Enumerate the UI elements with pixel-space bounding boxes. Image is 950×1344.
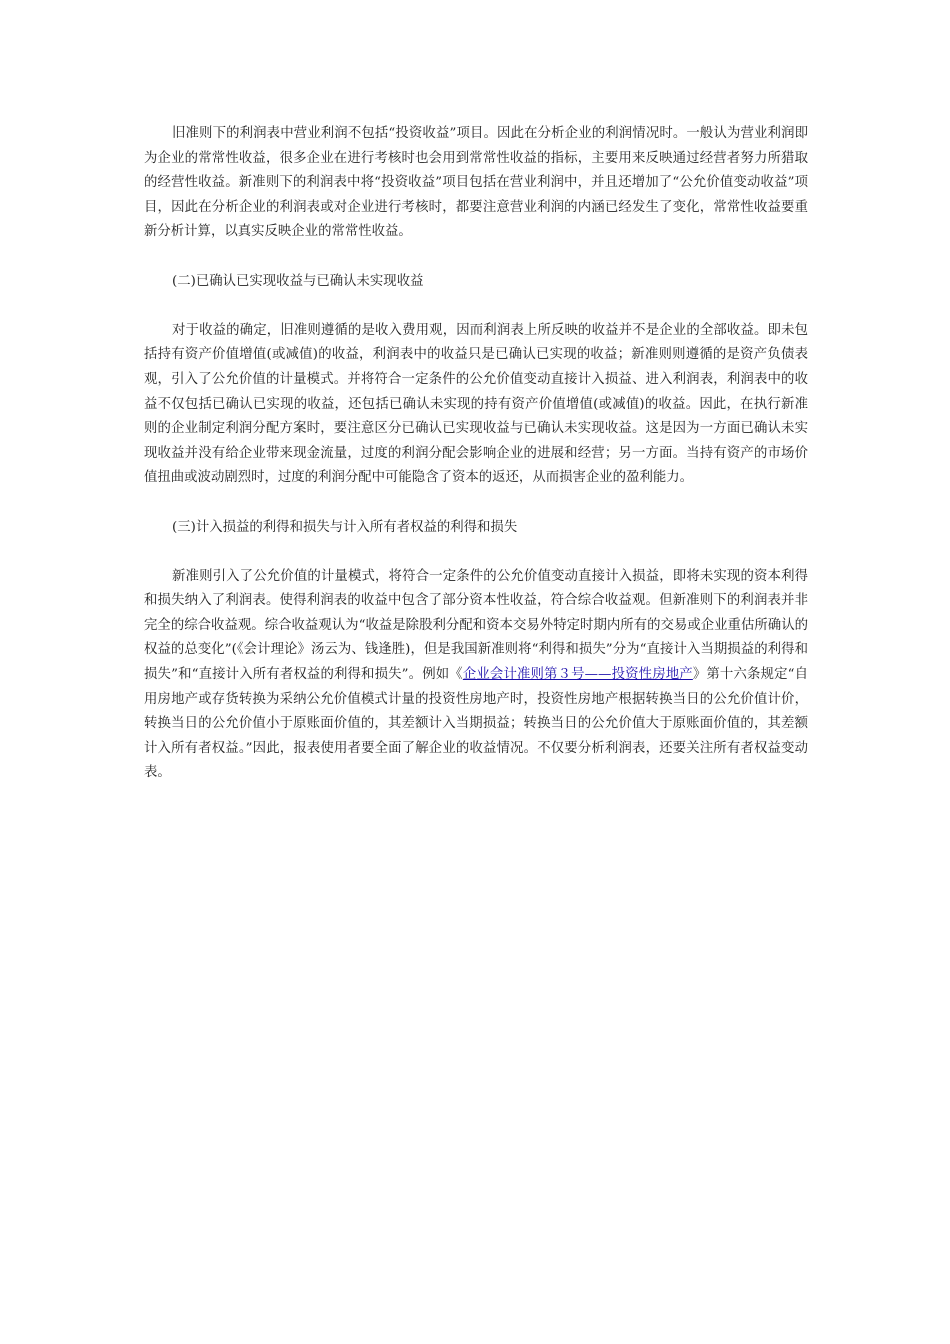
paragraph-realized-unrealized: 对于收益的确定，旧准则遵循的是收入费用观，因而利润表上所反映的收益并不是企业的全部收益。即未包括持有资产价值增值(或减值)的收益，利润表中的收益只是已确认已实现的收益；新准则则遵循的是资产负债表观，引入了公允价值的计量模式。并将符合一定条件的公允价值变动直接计入损益、进入利润表，利润表中的收益不仅包括已确认已实现的收益，还包括已确认未实现的持有资产价值增值(或减值)的收益。因此，在执行新准则的企业制定利润分配方案时，要注意区分已确认已实现收益与已确认未实现收益。这是因为一方面已确认未实现收益并没有给企业带来现金流量，过度的利润分配会影响企业的进展和经营；另一方面。当持有资产的市场价值扭曲或波动剧烈时，过度的利润分配中可能隐含了资本的返还，从而损害企业的盈利能力。 xyxy=(144,322,808,486)
spacer xyxy=(144,540,808,565)
spacer xyxy=(144,294,808,319)
paragraph-operating-profit: 旧准则下的利润表中营业利润不包括“投资收益”项目。因此在分析企业的利润情况时。一般认为营业利润即为企业的常常性收益，很多企业在进行考核时也会用到常常性收益的指标，主要用来反映通过经营者努力所猎取的经营性收益。新准则下的利润表中将“投资收益”项目包括在营业利润中，并且还增加了“公允价值变动收益”项目，因此在分析企业的利润表或对企业进行考核时，都要注意营业利润的内涵已经发生了变化，常常性收益要重新分析计算，以真实反映企业的常常性收益。 xyxy=(144,126,808,240)
paragraph-text-after-link: 》第十六条规定“自用房地产或存货转换为采纳公允价值模式计量的投资性房地产时，投资性房地产根据转换当日的公允价值计价，转换当日的公允价值小于原账面价值的，其差额计入当期损益；转换当日的公允价值大于原账面价值的，其差额计入所有者权益。”因此，报表使用者要全面了解企业的收益情况。不仅要分析利润表，还要关注所有者权益变动表。 xyxy=(144,667,808,781)
spacer xyxy=(144,491,808,516)
spacer xyxy=(144,245,808,270)
document-body xyxy=(144,122,808,786)
paragraph-text-before-link: 新准则引入了公允价值的计量模式，将符合一定条件的公允价值变动直接计入损益，即将未实现的资本利得和损失纳入了利润表。使得利润表的收益中包含了部分资本性收益，符合综合收益观。但新准则下的利润表并非完全的综合收益观。综合收益观认为“收益是除股利分配和资本交易外特定时期内所有的交易或企业重估所确认的权益的总变化”(《会计理论》汤云为、钱逢胜)，但是我国新准则将“利得和损失”分为“直接计入当期损益的利得和损失”和“直接计入所有者权益的利得和损失”。例如《 xyxy=(144,568,808,683)
section-heading-3: (三)计入损益的利得和损失与计入所有者权益的利得和损失 xyxy=(172,519,518,535)
section-heading-2: (二)已确认已实现收益与已确认未实现收益 xyxy=(172,273,424,289)
paragraph-gains-losses xyxy=(144,565,808,786)
accounting-standard-link[interactable]: 企业会计准则第３号——投资性房地产 xyxy=(462,667,693,683)
